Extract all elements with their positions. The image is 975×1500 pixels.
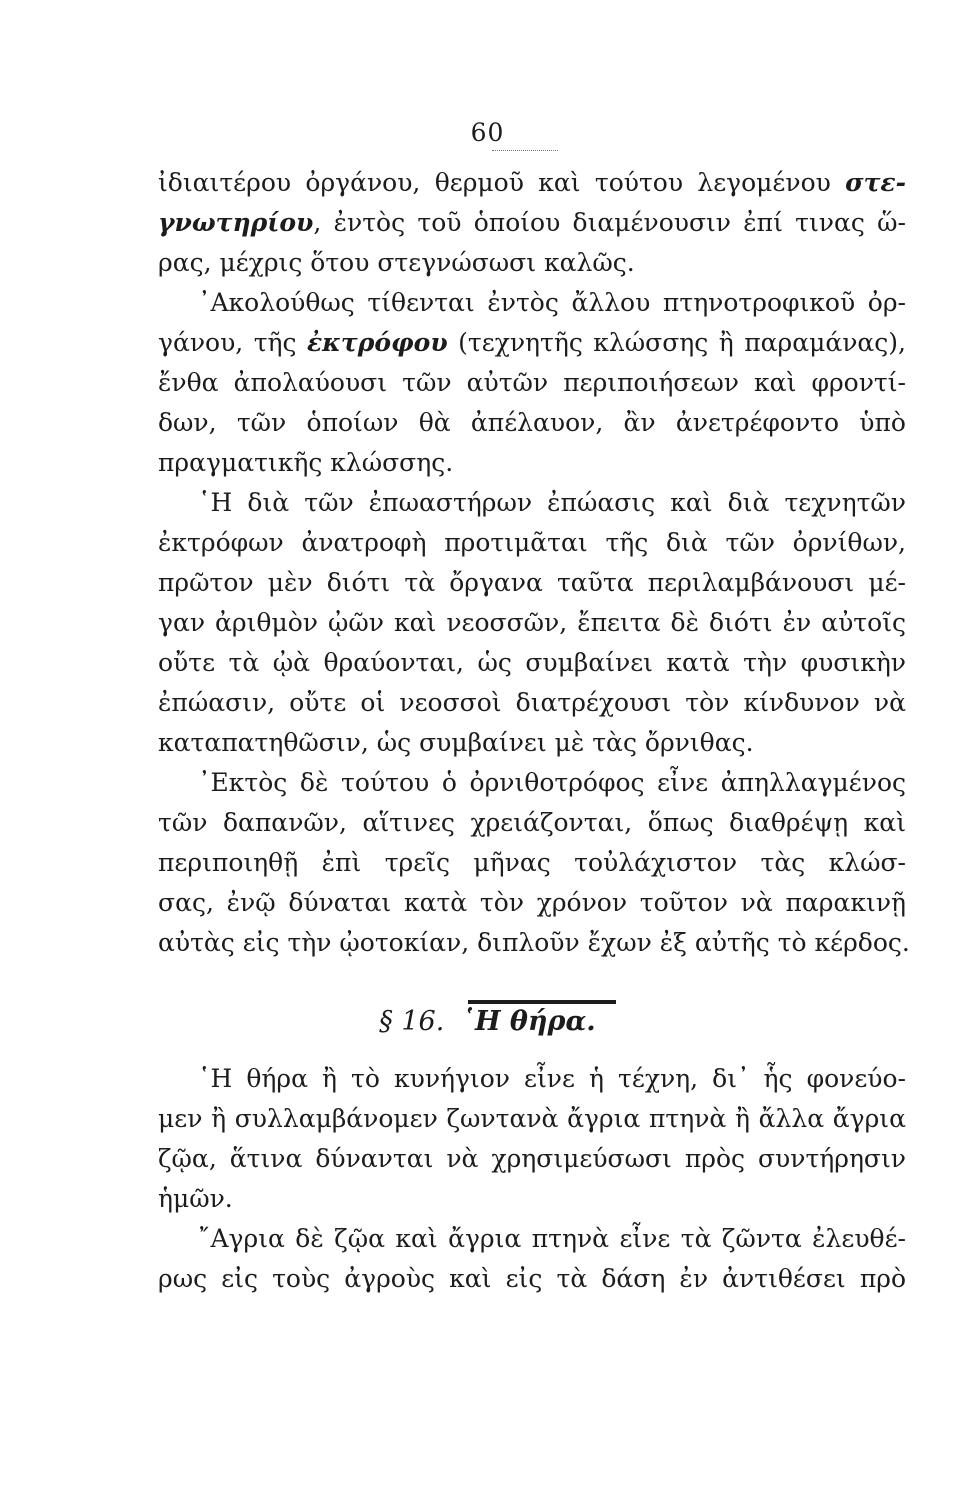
text-line: ζῷα, ἅτινα δύνανται νὰ χρησιμεύσωσι πρὸς συντήρησιν xyxy=(158,1144,906,1173)
section-title: ῾Η θήρα. xyxy=(461,1006,596,1037)
text-line: δων, τῶν ὁποίων θὰ ἀπέλαυον, ἂν ἀνετρέφοντο ὑπὸ xyxy=(158,408,906,437)
text-line: ῾Η διὰ τῶν ἐπωαστήρων ἐπώασις καὶ διὰ τεχνητῶν xyxy=(198,488,906,517)
emphasized-term: γνωτηρίου xyxy=(158,208,314,237)
text-line: ἐπώασιν, οὔτε οἱ νεοσσοὶ διατρέχουσι τὸν κίνδυνον νὰ xyxy=(158,688,906,717)
text-line: ἡμῶν. xyxy=(158,1184,233,1213)
text-line: ἔνθα ἀπολαύουσι τῶν αὐτῶν περιποιήσεων καὶ φροντί- xyxy=(158,368,906,397)
text-line: περιποιηθῇ ἐπὶ τρεῖς μῆνας τοὐλάχιστον τὰς κλώσ- xyxy=(158,848,906,877)
text-line: γαν ἀριθμὸν ᾠῶν καὶ νεοσσῶν, ἔπειτα δὲ διότι ἐν αὐτοῖς xyxy=(158,608,906,637)
text-line: ῾Η θήρα ἢ τὸ κυνήγιον εἶνε ἡ τέχνη, δι᾿ ἧς φονεύο- xyxy=(198,1064,906,1093)
emphasized-term: στε- xyxy=(845,168,906,197)
text-line: ρως εἰς τοὺς ἀγροὺς καὶ εἰς τὰ δάση ἐν ἀντιθέσει πρὸ xyxy=(158,1264,906,1293)
text-line: πρῶτον μὲν διότι τὰ ὄργανα ταῦτα περιλαμβάνουσι μέ- xyxy=(158,568,906,597)
section-label: § 16. xyxy=(379,1006,445,1037)
text-line: καταπατηθῶσιν, ὡς συμβαίνει μὲ τὰς ὄρνιθας. xyxy=(158,728,754,757)
text-line: ῎Αγρια δὲ ζῷα καὶ ἄγρια πτηνὰ εἶνε τὰ ζῶντα ἐλευθέ- xyxy=(198,1224,906,1253)
text-line: πραγματικῆς κλώσσης. xyxy=(158,448,454,477)
section-heading xyxy=(0,1002,975,1042)
page-number: 60 xyxy=(470,118,505,147)
text-line: οὔτε τὰ ᾠὰ θραύονται, ὡς συμβαίνει κατὰ τὴν φυσικὴν xyxy=(158,648,906,677)
text-line: αὐτὰς εἰς τὴν ᾠοτοκίαν, διπλοῦν ἔχων ἐξ αὐτῆς τὸ κέρδος. xyxy=(158,928,910,957)
text-line: ἐκτρόφων ἀνατροφὴ προτιμᾶται τῆς διὰ τῶν ὀρνίθων, xyxy=(158,528,906,557)
text-line: σας, ἐνῷ δύναται κατὰ τὸν χρόνον τοῦτον νὰ παρακινῇ xyxy=(158,888,906,917)
page-number-underline xyxy=(492,150,558,151)
text-line: γάνου, τῆς ἐκτρόφου (τεχνητῆς κλώσσης ἢ παραμάνας), xyxy=(158,328,906,357)
text-line: ᾿Ακολούθως τίθενται ἐντὸς ἄλλου πτηνοτροφικοῦ ὀρ- xyxy=(198,288,906,317)
emphasized-term: ἐκτρόφου xyxy=(306,328,448,357)
text-line: τῶν δαπανῶν, αἵτινες χρειάζονται, ὅπως διαθρέψῃ καὶ xyxy=(158,808,906,837)
text-line: ρας, μέχρις ὅτου στεγνώσωσι καλῶς. xyxy=(158,248,635,277)
text-line: μεν ἢ συλλαμβάνομεν ζωντανὰ ἄγρια πτηνὰ ἢ ἄλλα ἄγρια xyxy=(158,1104,906,1133)
text-line: γνωτηρίου, ἐντὸς τοῦ ὁποίου διαμένουσιν ἐπί τινας ὥ- xyxy=(158,208,906,237)
text-line: ἰδιαιτέρου ὀργάνου, θερμοῦ καὶ τούτου λεγομένου στε- xyxy=(158,168,906,197)
text-line: ᾿Εκτὸς δὲ τούτου ὁ ὀρνιθοτρόφος εἶνε ἀπηλλαγμένος xyxy=(198,768,906,797)
